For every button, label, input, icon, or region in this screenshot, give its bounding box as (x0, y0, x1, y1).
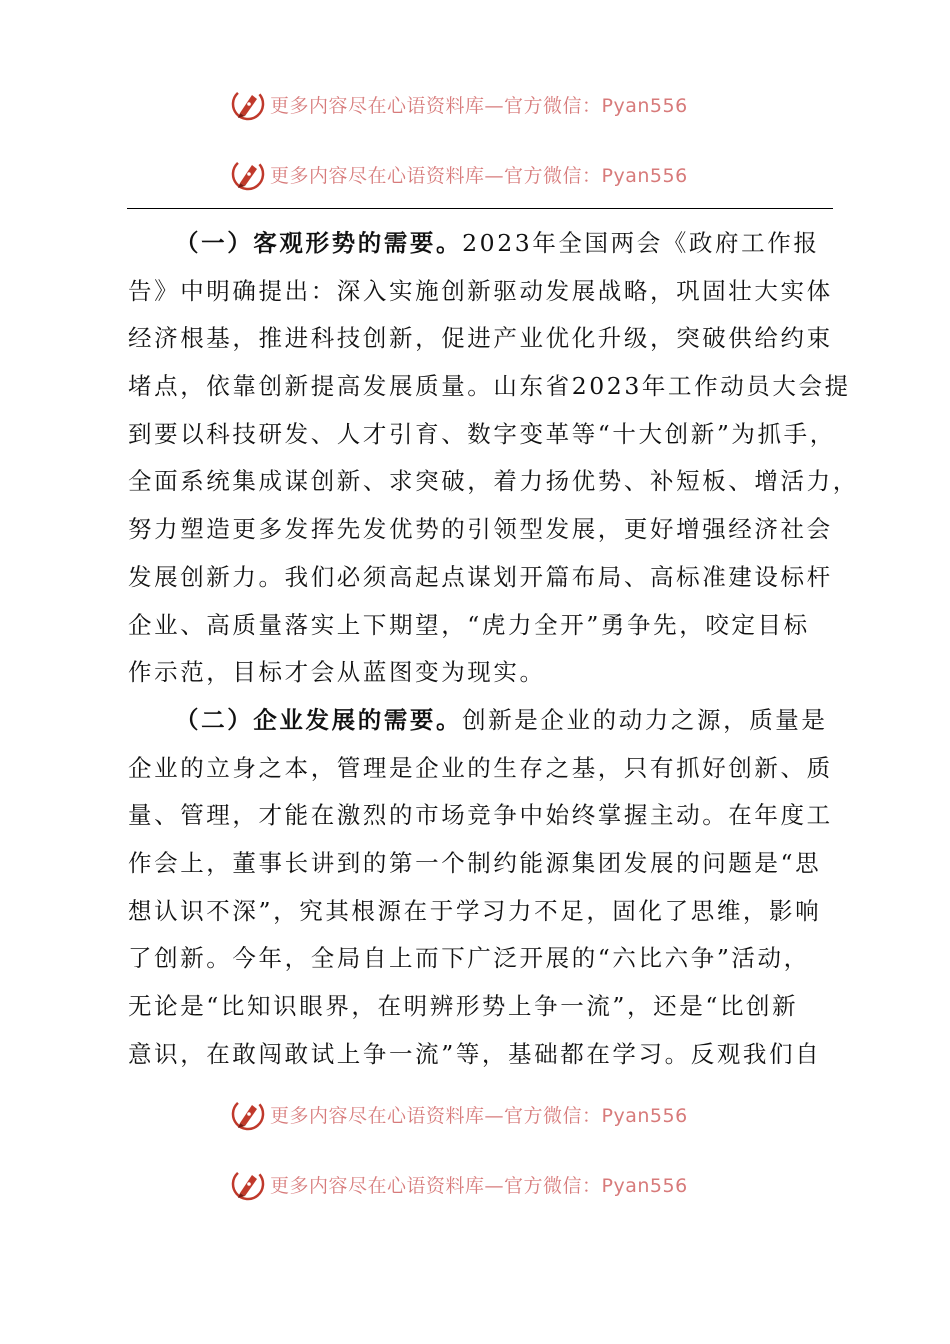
text-line: 告》中明确提出：深入实施创新驱动发展战略，巩固壮大实体 (128, 276, 833, 305)
text-line: 企业的立身之本，管理是企业的生存之基，只有抓好创新、质 (128, 753, 833, 782)
watermark-banner-top-1 (230, 86, 688, 122)
text-line: 无论是“比知识眼界，在明辨形势上争一流”，还是“比创新 (128, 992, 799, 1020)
text-line: 到要以科技研发、人才引育、数字变革等“十大创新”为抓手， (128, 419, 836, 448)
text-line: 了创新。今年，全局自上而下广泛开展的“六比六争”活动， (128, 944, 810, 973)
section-heading: （二）企业发展的需要。 (175, 705, 463, 734)
watermark-banner-bottom-2 (230, 1166, 688, 1202)
text-line: 发展创新力。我们必须高起点谋划开篇布局、高标准建设标杆 (128, 562, 833, 591)
pen-nib-logo-icon (230, 86, 266, 122)
text-line: （一）客观形势的需要。2023年全国两会《政府工作报 (175, 229, 820, 257)
paragraph-1 (128, 220, 859, 697)
watermark-text: 更多内容尽在心语资料库—官方微信：Pyan556 (270, 164, 688, 187)
paragraph-2 (128, 697, 834, 1079)
document-body (128, 220, 859, 1078)
pen-nib-logo-icon (230, 1166, 266, 1202)
text-line: 企业、高质量落实上下期望，“虎力全开”勇争先，咬定目标 (128, 610, 810, 639)
watermark-text: 更多内容尽在心语资料库—官方微信：Pyan556 (270, 94, 688, 117)
text-line: 意识，在敢闯敢试上争一流”等，基础都在学习。反观我们自 (128, 1039, 822, 1068)
text-line: 作示范，目标才会从蓝图变为现实。 (128, 658, 546, 687)
text-line: （二）企业发展的需要。创新是企业的动力之源，质量是 (175, 705, 828, 734)
text-line: 量、管理，才能在激烈的市场竞争中始终掌握主动。在年度工 (128, 801, 833, 830)
text-line: 努力塑造更多发挥先发优势的引领型发展，更好增强经济社会 (128, 515, 833, 544)
watermark-banner-top-2 (230, 156, 688, 192)
text-line: 经济根基，推进科技创新，促进产业优化升级，突破供给约束 (128, 324, 833, 353)
pen-nib-logo-icon (230, 156, 266, 192)
watermark-text: 更多内容尽在心语资料库—官方微信：Pyan556 (270, 1104, 688, 1127)
text-line: 作会上，董事长讲到的第一个制约能源集团发展的问题是“思 (128, 848, 822, 877)
pen-nib-logo-icon (230, 1096, 266, 1132)
header-divider (127, 208, 833, 209)
text-line: 全面系统集成谋创新、求突破，着力扬优势、补短板、增活力， (128, 467, 859, 496)
watermark-banner-bottom-1 (230, 1096, 688, 1132)
watermark-text: 更多内容尽在心语资料库—官方微信：Pyan556 (270, 1174, 688, 1197)
text-line: 堵点，依靠创新提高发展质量。山东省2023年工作动员大会提 (128, 372, 851, 401)
section-heading: （一）客观形势的需要。 (175, 229, 463, 257)
text-line: 想认识不深”，究其根源在于学习力不足，固化了思维，影响 (128, 896, 822, 925)
